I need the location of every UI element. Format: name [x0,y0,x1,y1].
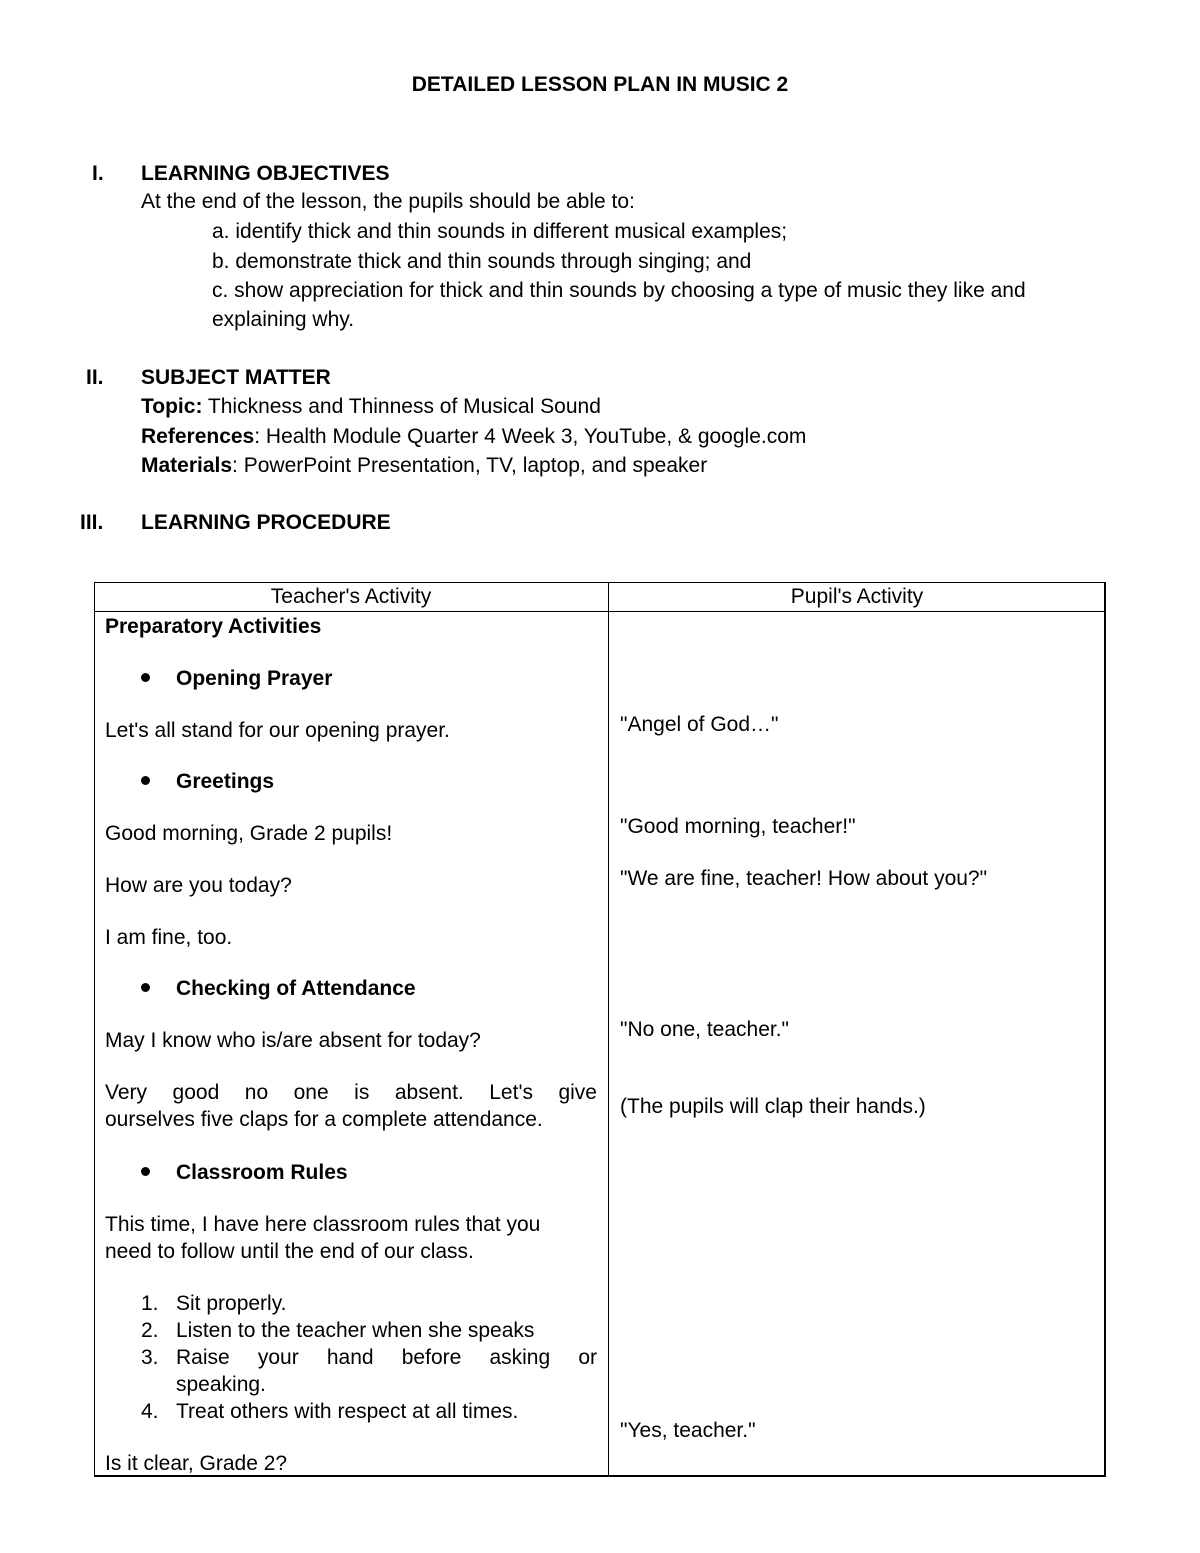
materials-line [141,454,707,478]
rule-number: 3. [141,1346,159,1369]
table-header-pupil: Pupil's Activity [790,585,924,608]
section-heading-subject-matter: SUBJECT MATTER [141,366,331,389]
section-heading-objectives: LEARNING OBJECTIVES [141,162,390,185]
rule-text-cont: speaking. [176,1373,266,1396]
topic-label: Topic: [141,395,203,418]
greetings-heading: Greetings [176,770,275,793]
references-label: References [141,425,255,448]
opening-prayer-heading: Opening Prayer [176,667,333,690]
rule-number: 2. [141,1319,159,1342]
teacher-line-good-morning: Good morning, Grade 2 pupils! [105,822,393,845]
teacher-line-fine-too: I am fine, too. [105,926,233,949]
pupil-line-fine: "We are fine, teacher! How about you?" [620,867,988,890]
rule-number: 4. [141,1400,159,1423]
teacher-line-very-good-1: Very good no one is absent. Let's give [105,1081,597,1104]
bullet-icon [141,776,150,785]
table-header-teacher: Teacher's Activity [270,585,432,608]
rule-text: Listen to the teacher when she speaks [176,1319,535,1342]
pupil-line-angel: "Angel of God…" [620,713,779,736]
teacher-line-who-absent: May I know who is/are absent for today? [105,1029,481,1052]
rule-text: Raise your hand before asking or [176,1346,597,1369]
bullet-icon [141,983,150,992]
teacher-line-rules-intro-1: This time, I have here classroom rules that you [105,1213,541,1236]
teacher-line-very-good-2: ourselves five claps for a complete attendance. [105,1108,543,1131]
rule-number: 1. [141,1292,159,1315]
rule-text: Sit properly. [176,1292,287,1315]
section-numeral-subject-matter: II. [86,366,104,389]
materials-value: : PowerPoint Presentation, TV, laptop, and speaker [232,454,708,477]
teacher-line-stand-prayer: Let's all stand for our opening prayer. [105,719,450,742]
attendance-heading: Checking of Attendance [176,977,416,1000]
teacher-line-is-clear: Is it clear, Grade 2? [105,1452,288,1475]
pupil-line-clap: (The pupils will clap their hands.) [620,1095,926,1118]
references-line [141,425,806,449]
pupil-line-good-morning: "Good morning, teacher!" [620,815,856,838]
references-value: : Health Module Quarter 4 Week 3, YouTube, & google.com [254,425,807,448]
teacher-line-how-are-you: How are you today? [105,874,292,897]
objective-item-c: c. show appreciation for thick and thin sounds by choosing a type of music they like and [212,279,1026,302]
section-heading-procedure: LEARNING PROCEDURE [141,511,391,534]
teacher-line-rules-intro-2: need to follow until the end of our class. [105,1240,474,1263]
preparatory-activities-heading: Preparatory Activities [105,615,322,638]
section-numeral-objectives: I. [92,162,104,185]
pupil-line-yes: "Yes, teacher." [620,1419,756,1442]
materials-label: Materials [141,454,233,477]
objective-item-a: a. identify thick and thin sounds in different musical examples; [212,220,788,243]
objective-item-b: b. demonstrate thick and thin sounds through singing; and [212,250,752,273]
section-numeral-procedure: III. [80,511,104,534]
pupil-line-no-one: "No one, teacher." [620,1018,790,1041]
topic-value: Thickness and Thinness of Musical Sound [202,395,601,418]
table-column-divider [608,582,609,1476]
procedure-table [94,582,1105,1476]
table-header-divider [94,611,1105,612]
page-title: DETAILED LESSON PLAN IN MUSIC 2 [411,73,789,96]
bullet-icon [141,1167,150,1176]
rule-text: Treat others with respect at all times. [176,1400,519,1423]
objective-item-c-cont: explaining why. [212,308,355,331]
classroom-rules-heading: Classroom Rules [176,1161,348,1184]
topic-line [141,395,601,419]
bullet-icon [141,673,150,682]
objectives-intro: At the end of the lesson, the pupils should be able to: [141,190,635,213]
